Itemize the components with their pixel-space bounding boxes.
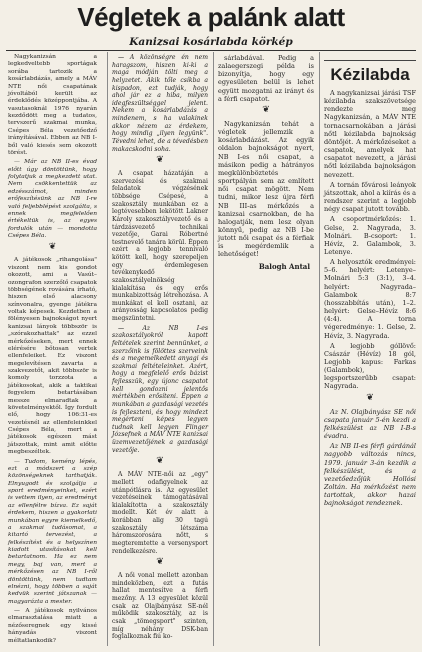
- paragraph: A női vonal mellett azonban mindeközben, ezt a futás hallat mentesítve a férfi mezőny. A 13 egyesület közül csak az Olajbányász SE-nél működik szakosztály, az is csak „tömegsport" szinten, míg néhány DSK-ban foglalkoznak fiú ko-: [112, 572, 208, 641]
- paragraph: — Tudom, kemény lépés, ezt a módszert a szép közönségeknek tarthatják. Elnyugodt és szolgálja a sport eredményeinket, ezért is vettem ilyen, az eredményt az ellenfélre bízva. Ez saját érdekem, hiszen a gyakorlati munkában egyre kiemelkedő, a szakmai tudásomat, a kitartó tervezést, a felkészítést és a helyszínen kiadott utasításokat kell betartatnom. Ha ez nem megy, baj van, mert a mérkőzésen az NB I-ről döntöttünk, nem tudtam elnézni, hogy többen a saját kedvük szerint játszanak — magyarázta a mester.: [8, 458, 97, 605]
- paragraph: Nagykanizsán a legkedveltebb sportágak sorába tartozik a kosárlabdázás, amely a MÁV NTE női csapatának jóvoltából került az érdeklődés középpontjába. A vasutasoknál 1976 nyarán kezdődött meg a tudatos, tervszerű szakmai munka, Csépes Béla vezetőedző irányításával. Ebben az NB I-ből való kiesés sem okozott törést.: [8, 54, 97, 156]
- paragraph: — Már az NB II-es évad előtt úgy döntöttünk, hogy folytatjuk a megkezdett utat. Nem csökkentettük az edzésszámot, minden erőfeszítésünk az NB I-re való feljebblépést szolgálta, s ennek megfelelően értékeltük is, az egyes fordulók után — mondotta Csépes Béla.: [8, 159, 97, 239]
- paragraph: A csapat házatáján a szervezési és szakmai feladatok végzésének többsége Csépesé, a szakosztály munkában ez a legtévesebben lekötött Lakner Károly szakosztályvezető és a tárdzásvezető technikai vezetője, Garai Róbertné testnevelő tanára körül. Éppen ezért a legjobb tennivaló kötött kell, hogy szerepeljen egy érdemlegesen tevékenykedő szakosztályelnökség kialakítása és egy erős munkabizottság létrehozása. A munkákat el kell osztani, az arányosság kapcsolatos pedig megszüntetni.: [112, 170, 208, 322]
- top-rule: [6, 50, 416, 51]
- separator-ornament: ❦: [366, 392, 374, 403]
- paragraph: A játékosok „rihangolása" viszont nem kis gondot okozott, ami a Vasút–ozongrafon szerzőlő csapatok többségének rovására írható, hiszen első alacsony színvonalra, gyenge játékra voltak képesek. Kezdetben a fölényesen bajnokságot nyert kanizsai lányok többször is „szórakozhattak" az ezzel mérkőzéseken, mert ennek elérésére bőtosan vertek ellenfeleiket. Ez viszont megelevítésen zavarta a szakvezetőt, akit többször is komoly torzzota a játékosokat, akik a taktikai fegyelem betartásában messze elmaradtak a követelményektől. Így fordult elő, hogy 106:31-es vezetésnél az ellenfeleinkkel Csépes Béla, mert a játékosok egészen mást játszottak, mint amit előtte megbeszéltek.: [8, 257, 97, 456]
- author-signature: Balogh Antal: [258, 261, 310, 271]
- column-1: [8, 54, 97, 647]
- paragraph: A nagykanizsai járási TSF kézilabda szakszövetsége rendezte meg Nagykanizsán, a MÁV NTE tornacsarnokában a járási nőtl kézilabda bajnokság döntőjét. A mérkőzéseket a csapatok, amelyek hat csapatot nevezett, a járási nőtl kézilabda bajnokságon nevezett.: [324, 89, 416, 179]
- column-divider: [107, 52, 108, 646]
- paragraph: — Az NB I-es szakosztályokról kapott feltételek szerint bennünket, a szerzőink is fölöttes szerveink és a megemelkedett anyagi és szakmai feltételeinket. Azért, hogy a megfelelő erős bázist fejlesszük, egy újonc csapatot kell gondozni jelentős mértékben erősíteni. Éppen a munkában a gazdasági vezetés is fejleszteni, és hogy mindezt megérteni képes legyen tudnak kell legyen Flinger Józsefnek a MÁV NTE kanizsai üzemvezetőjének a gazdasági vezetője.: [112, 324, 208, 454]
- subhead: Kanizsai kosárlabda körkép: [129, 36, 293, 48]
- column-4: [324, 54, 416, 510]
- paragraph: A MÁV NTE-női az „egy" mellett odafigyelnek az utánpótlásra is. Az egyesület vezetéseinek támogatásával kialakította a szakosztály modellt. Két év alatt a korábban alig 30 tagú szakosztály létszáma háromszorosára nőtt, s megteremtette a versenysport rendelkezésre.: [112, 471, 208, 555]
- column-2: [112, 54, 208, 643]
- paragraph: sárlabdával. Pedig a zalaegerszegi példa is bizonyítja, hogy egy egyesületen belül is lehet együtt mozgatni az irányt és a férfi csapatot.: [218, 54, 314, 103]
- separator-ornament: ❦: [156, 155, 164, 166]
- paragraph: A csoportmérkőzés: 1. Gelse, 2. Nagyrada, 3. Molnári. B-csoport: 1. Hévíz, 2. Galambok, 3. Letenye.: [324, 215, 416, 256]
- separator-ornament: ❦: [156, 456, 164, 467]
- separator-ornament: ❦: [48, 242, 57, 253]
- paragraph: A tornán fővárosi leányok játszottak, ahol a kiírás és a rendszer szerint a legjobb négy csapat jutott tovább.: [324, 180, 417, 214]
- paragraph: Az N. Olajbányász SE női csapata január 5-én kezdi a felkészülést az NB I-B-s évadra.: [324, 407, 416, 441]
- paragraph: A legjobb góllövő: Császár (Hévíz) 18 gól, Legjobb kapus: Farkas (Galambok), legsportszerűbb csapat: Nagyrada.: [324, 341, 416, 391]
- paragraph: — A közönségre én nem haragszom, hiszen ki-ki a maga módján tölti meg a helyzetet. Akik tőle csíkba a kispadon, ezt tudják, hogy ahol jár ez a hiba, milyen idegfeszültséggel jelent. Nekem a kosárlabdázás a mindenem, s ha valakinek akkor nézem az érdekem, hogy mindig „ilyen legyünk". Tévedni lehet, de a tévedésben makacskodni soha.: [112, 54, 208, 153]
- paragraph: Nagykanizsán tehát a végletek jellemzik a kosárlabdázást. Az egyik oldalon bajnokságot nyert, NB I-es női csapat, a másikon pedig a hátrányos megkülönböztetés sportpályán sem az említett női csapat mögött. Nem tudni, mikor lesz újra férfi NB III-as mérkőzés a kanizsai csarnokban, de ha halogatják, nem lesz olyan könnyű, pedig az NB I-be jutott női csapat és a férfiak is megérdemlik a lehetőséget!: [218, 119, 314, 259]
- separator-ornament: ❦: [156, 557, 164, 568]
- separator-ornament: ❦: [262, 104, 270, 115]
- column-divider: [213, 52, 214, 646]
- paragraph: A helyosztók eredményei: 5–6. helyért: Letenye–Molnári 5:3 (3:1), 3–4. helyért: Nagyrada–Galambok 8:7 (hosszabbítás után), 1–2. helyért: Gelse–Hévíz 8:6 (4:4). A torna végeredménye: 1. Gelse, 2. Hévíz, 3. Nagyrada.: [324, 258, 416, 340]
- column-3: [218, 54, 314, 275]
- paragraph: — A játékosok nyilvános elmarasztalása miatt a nézőseregnek egy kissé hányadás viszont méltatlankodik?: [8, 608, 97, 644]
- section-title-kezilabda: Kézilabda: [324, 60, 416, 85]
- headline: Végletek a palánk alatt: [77, 2, 345, 32]
- column-divider: [319, 52, 320, 646]
- paragraph: Az NB II-es férfi gárdánál nagyobb változás nincs, 1979. január 3-án kezdik a felkészülést, és a vezetőedzőjük Hollósi Zoltán. Ha mérkőzést nem tartottak, akkor hazai bajnokságot rendeznek.: [324, 442, 416, 508]
